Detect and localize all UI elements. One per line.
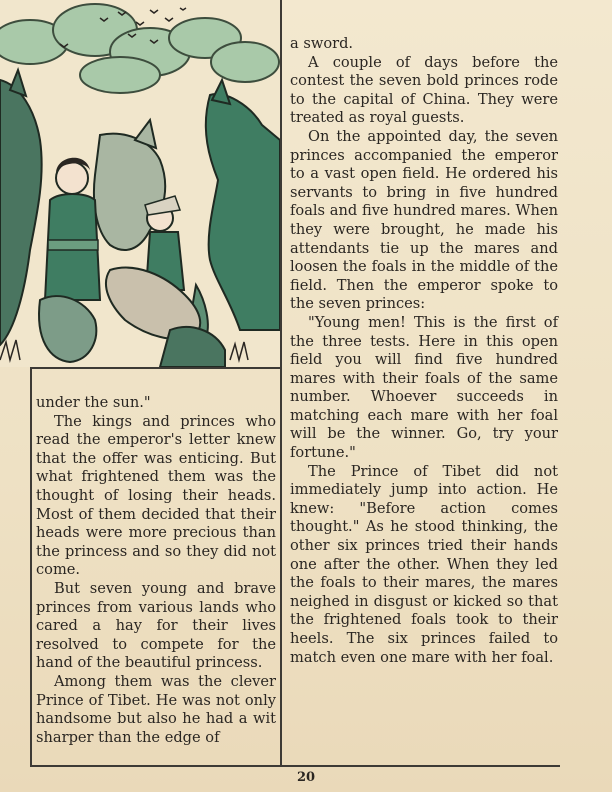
paragraph: The Prince of Tibet did not immediately jump into action. He knew: "Before action comes thought." As he stood thinking, the other six princes tried their hands one after the other. When they led the foals to their mares, the mares neighed in disgust or kicked so that the frightened foals took to their heels. The six princes failed to match even one mare with her foal. bbox=[290, 462, 558, 666]
right-text-column bbox=[290, 35, 558, 667]
paragraph: Among them was the clever Prince of Tibet. He was not only handsome but also he had a wit sharper than the edge of bbox=[36, 672, 276, 746]
left-border-rule bbox=[30, 367, 32, 766]
paragraph: But seven young and brave princes from various lands who cared a hay for their lives resolved to compete for the hand of the beautiful princess. bbox=[36, 579, 276, 672]
paragraph: "Young men! This is the first of the three tests. Here in this open field you will find five hundred mares with their foals of the same number. Whoever succeeds in matching each mare with her foal will be the winner. Go, try your fortune." bbox=[290, 313, 558, 462]
prince-with-horses-illustration bbox=[0, 0, 280, 367]
illustration-bottom-rule bbox=[30, 367, 281, 369]
paragraph: under the sun." bbox=[36, 394, 151, 411]
bottom-rule bbox=[30, 765, 560, 767]
paragraph: On the appointed day, the seven princes accompanied the emperor to a vast open field. He ordered his servants to bring in five hundred foals and five hundred mares. When they were brought, he made his attendants tie up the mares and loosen the foals in the middle of the field. Then the emperor spoke to the seven princes: bbox=[290, 127, 558, 313]
illustration bbox=[0, 0, 280, 367]
left-text-column bbox=[36, 394, 276, 747]
paragraph: a sword. bbox=[290, 35, 354, 52]
paragraph: A couple of days before the contest the seven bold princes rode to the capital of China. They were treated as royal guests. bbox=[290, 53, 558, 127]
paragraph: The kings and princes who read the emperor's letter knew that the offer was enticing. But what frightened them was the thought of losing their heads. Most of them decided that their heads were more precious than the princess and so they did not come. bbox=[36, 412, 276, 579]
page-number: 20 bbox=[296, 770, 316, 785]
column-divider bbox=[280, 0, 282, 765]
